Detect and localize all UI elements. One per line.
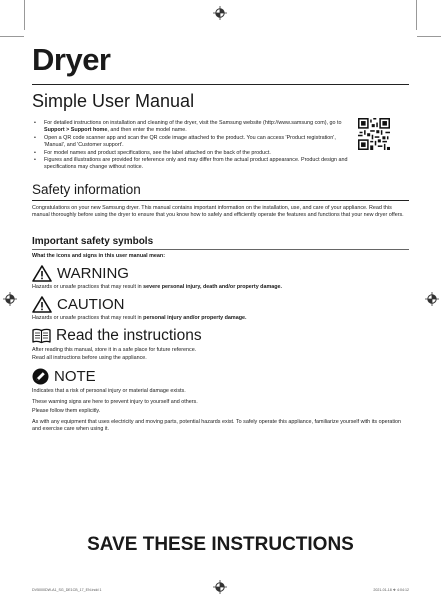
caution-label: CAUTION (57, 296, 125, 313)
read-line-1: After reading this manual, store it in a safe place for future reference. (32, 347, 197, 353)
read-line-2: Read all instructions before using the appliance. (32, 355, 147, 361)
save-instructions: SAVE THESE INSTRUCTIONS (87, 534, 354, 555)
qr-code-icon (358, 118, 390, 150)
registration-mark-icon (425, 292, 439, 306)
symbols-intro: What the icons and signs in this user manual mean: (32, 253, 165, 259)
caution-text-prefix: Hazards or unsafe practices that may result in (32, 315, 144, 321)
caution-triangle-icon (32, 296, 52, 313)
note-label: NOTE (54, 368, 96, 385)
footer-timestamp: 2021-01-18 ❖ 4:04:12 (373, 588, 409, 592)
intro-item: • Figures and illustrations are provided for reference only and may differ from the actual product appearance. Product design and specifications may change without notice. (32, 157, 354, 172)
note-line-3: Please follow them explicitly. (32, 408, 101, 414)
caution-text (32, 315, 408, 322)
crop-mark (417, 36, 441, 37)
intro-item: • Open a QR code scanner app and scan the QR code image attached to the product. You can access 'Product registration', 'Manual', and 'Customer support'. (32, 135, 354, 150)
read-heading (32, 327, 202, 345)
warning-text (32, 284, 408, 291)
symbols-divider (32, 249, 409, 250)
note-line-2: These warning signs are here to prevent injury to yourself and others. (32, 399, 198, 405)
intro-item: • For detailed instructions on installation and cleaning of the dryer, visit the Samsung website (http://www.samsung com), go to Support > Support home, and then enter the model name. (32, 120, 354, 135)
warning-label: WARNING (57, 265, 129, 282)
safety-paragraph: Congratulations on your new Samsung dryer. This manual contains important information on the installation, use, and care of your appliance. Read this manual thoroughly before using the dryer to ensure that you know how to safely and efficiently operate the features and functions that your new dryer offers. (32, 205, 404, 219)
document-title: Dryer (32, 42, 111, 77)
symbols-heading: Important safety symbols (32, 236, 154, 247)
crop-mark (416, 0, 417, 30)
note-line-4: As with any equipment that uses electricity and moving parts, potential hazards exist. To safely operate this appliance, familiarize yourself with its operation and exercise care when using it. (32, 419, 402, 433)
crop-mark (0, 36, 24, 37)
open-book-icon (32, 328, 51, 344)
read-label: Read the instructions (56, 327, 202, 344)
warning-triangle-icon (32, 265, 52, 282)
warning-heading (32, 265, 129, 282)
section-title: Simple User Manual (32, 91, 195, 111)
warning-text-prefix: Hazards or unsafe practices that may result in (32, 284, 144, 290)
note-heading (32, 368, 96, 385)
intro-item: • For model names and product specifications, see the label attached on the back of the product. (32, 150, 354, 157)
registration-mark-icon (213, 6, 227, 20)
intro-list (32, 120, 354, 172)
title-divider (32, 84, 409, 85)
footer-file-info: DV5000DW-A1_SG_DE1CB_17_EN.indd 1 (32, 588, 102, 592)
safety-divider (32, 200, 409, 201)
note-pencil-icon (32, 368, 49, 385)
crop-mark (24, 0, 25, 30)
caution-heading (32, 296, 125, 313)
registration-mark-icon (3, 292, 17, 306)
safety-heading: Safety information (32, 182, 141, 197)
registration-mark-icon (213, 580, 227, 594)
note-line-1: Indicates that a risk of personal injury or material damage exists. (32, 388, 186, 394)
warning-text-bold: severe personal injury, death and/or property damage. (143, 284, 283, 290)
caution-text-bold: personal injury and/or property damage. (143, 315, 247, 321)
